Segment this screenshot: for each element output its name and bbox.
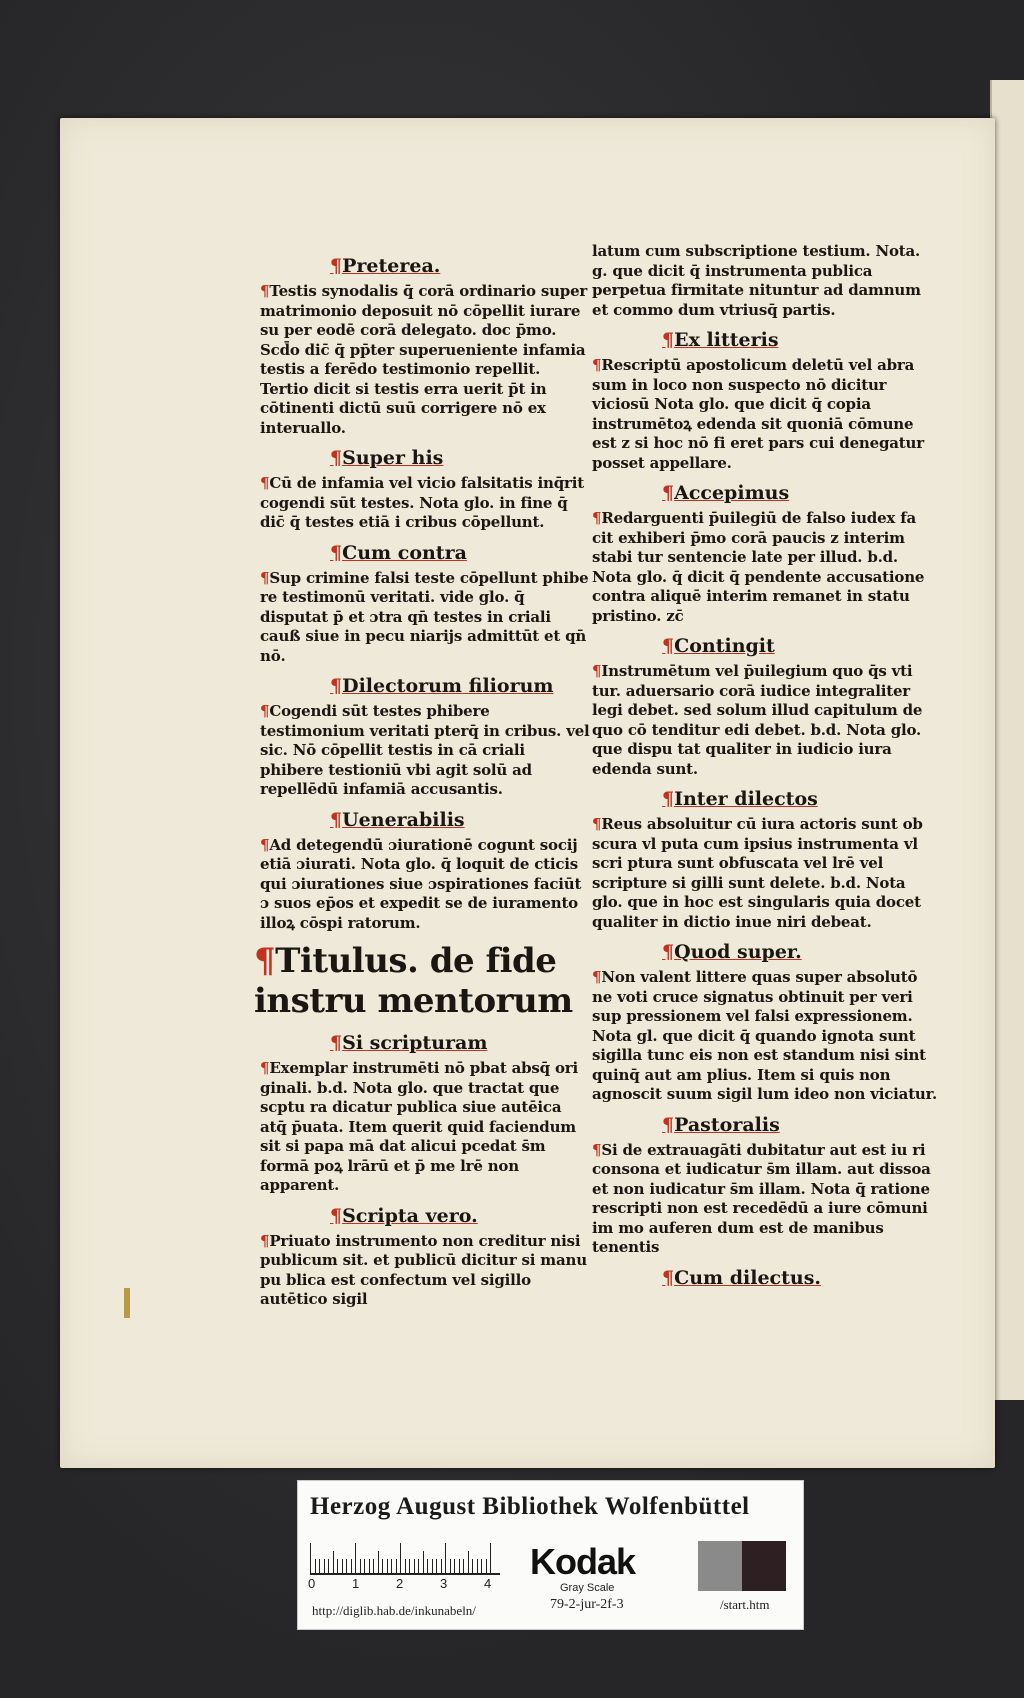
section-heading	[592, 1113, 937, 1137]
text-content: Exemplar instrumēti nō pbat absq̄ ori ginali. b.d. Nota glo. que tractat que scptu ra dicatur publica siue autēica atq̄ p̄uata. Item querit quid faciendum sit si papa mā dat alicui pcedat s̄m formā poꝝ lrārū et p̄ me lrē non apparent.	[260, 1059, 578, 1194]
ruler-tick	[441, 1559, 442, 1573]
text-content: Pastoralis	[674, 1113, 780, 1136]
ruler-tick	[319, 1559, 320, 1573]
text-paragraph	[260, 836, 590, 934]
text-content: latum cum subscriptione testium. Nota. g. que dicit q̄ instrumenta publica perpetua firmitate nituntur ad damnum et commo dum vtriusq̄ partis.	[592, 242, 921, 319]
ruler-tick	[387, 1559, 388, 1573]
ruler-tick	[342, 1559, 343, 1573]
right-text-column	[592, 242, 937, 1294]
gray-swatch	[698, 1541, 742, 1591]
paragraph-mark-icon: ¶	[330, 675, 343, 697]
text-paragraph	[592, 509, 937, 626]
ruler-number: 2	[396, 1576, 404, 1591]
section-heading	[260, 1031, 590, 1055]
dark-swatch	[742, 1541, 786, 1591]
ruler-tick	[405, 1559, 406, 1573]
ruler-number: 4	[484, 1576, 492, 1591]
text-content: Si de extrauagāti dubitatur aut est iu ri consona et iudicatur s̄m illam. aut dissoa et non iudicatur s̄m illam. Nota q̄ ratione rescripti non est recedēdū a iure cōmuni im mo auferen dum est de manibus tenentis	[592, 1140, 931, 1256]
ruler-tick	[450, 1559, 451, 1573]
section-heading	[260, 1204, 590, 1228]
ruler-tick	[333, 1551, 334, 1573]
ruler-tick	[418, 1559, 419, 1573]
text-content: Cum contra	[342, 541, 467, 564]
text-content: Priuato instrumento non creditur nisi publicum sit. et publicū dicitur si manu pu blica est confectum vel sigillo autētico sigil	[260, 1231, 587, 1308]
paragraph-mark-icon: ¶	[330, 541, 343, 564]
text-paragraph	[592, 1141, 937, 1258]
text-paragraph	[260, 1232, 590, 1310]
text-paragraph	[260, 1059, 590, 1196]
ruler-tick	[481, 1559, 482, 1573]
ruler-tick	[490, 1543, 491, 1573]
ruler-tick	[427, 1559, 428, 1573]
text-paragraph	[260, 282, 590, 438]
text-content: Instrumētum vel p̄uilegium quo q̄s vti tur. aduersario corā iudice integraliter legi debet. sed solum illud capitulum de quo cō tenditur edi debet. b.d. Nota glo. que dispu tat qualiter in iudicio iura edenda sunt.	[592, 662, 923, 778]
paragraph-mark-icon: ¶	[592, 662, 602, 680]
library-name: Herzog August Bibliothek Wolfenbüttel	[310, 1493, 750, 1520]
paragraph-mark-icon: ¶	[592, 815, 602, 833]
paragraph-mark-icon: ¶	[592, 968, 602, 986]
paragraph-mark-icon: ¶	[330, 255, 343, 277]
section-heading	[592, 328, 937, 352]
ruler-tick	[472, 1559, 473, 1573]
section-heading	[260, 446, 590, 470]
section-heading	[592, 940, 937, 964]
ruler-tick	[364, 1559, 365, 1573]
text-paragraph	[260, 702, 590, 800]
ruler-tick	[315, 1559, 316, 1573]
paragraph-mark-icon: ¶	[254, 941, 276, 981]
left-text-column	[254, 250, 590, 1318]
ruler-tick	[337, 1559, 338, 1573]
text-paragraph	[592, 968, 937, 1105]
ruler-tick	[454, 1559, 455, 1573]
text-paragraph	[592, 815, 937, 932]
ruler-tick	[400, 1543, 401, 1573]
text-content: Testis synodalis q̄ corā ordinario super matrimonio deposuit nō cōpellit iurare su per eodē corā delegato. doc p̄mo. Scd̄o dic̄ q̄ pp̄ter superueniente infamia testis a ferēdo testimonio repellit. Tertio dicit si testis erra uerit p̄t in cōtinenti dictū suū corrigere nō ex interuallo.	[260, 282, 588, 437]
paragraph-mark-icon: ¶	[662, 482, 675, 504]
section-heading	[260, 674, 590, 698]
text-content: Cogendi sūt testes phibere testimonium veritati pterq̄ in cribus. vel sic. Nō cōpellit testis in cā criali phibere testioniū vbi agit solū ad repellēdū infamiā accusantis.	[260, 702, 590, 798]
ruler-tick	[369, 1559, 370, 1573]
ruler-tick	[378, 1551, 379, 1573]
ruler-tick	[360, 1559, 361, 1573]
paragraph-mark-icon: ¶	[662, 1266, 675, 1289]
text-paragraph	[592, 662, 937, 779]
paragraph-mark-icon: ¶	[260, 1231, 270, 1250]
color-calibration-card	[297, 1480, 804, 1630]
text-content: Titulus. de fide instru mentorum	[254, 941, 573, 1021]
text-content: Dilectorum filiorum	[342, 675, 554, 697]
section-heading	[592, 1266, 937, 1290]
ruler-tick	[409, 1559, 410, 1573]
ruler-tick	[423, 1551, 424, 1573]
text-content: Ad detegendū ɔiurationē cogunt socij etiā ɔiurati. Nota glo. q̄ loquit de cticis qui ɔiurationes siue ɔspirationes faciūt ɔ suos ep̄os et expedit se de iuramento illoꝝ cōspi ratorum.	[260, 835, 582, 932]
text-content: Uenerabilis	[342, 808, 465, 831]
kodak-logo: Kodak	[530, 1541, 636, 1582]
text-paragraph	[260, 474, 590, 533]
paragraph-mark-icon: ¶	[260, 1059, 270, 1077]
text-content: Accepimus	[674, 482, 790, 504]
paragraph-mark-icon: ¶	[662, 329, 675, 351]
text-content: Non valent littere quas super absolutō ne voti cruce signatus obtinuit per veri sup pressionem vel falsi expressionem. Nota gl. que dicit q̄ quando ignota sunt sigilla tunc eis non est standum nisi sint quinq̄ aut am plius. Item si quis non agnoscit suum sigil lum ideo non viciatur.	[592, 968, 937, 1103]
paragraph-mark-icon: ¶	[330, 1204, 343, 1227]
ruler-tick	[445, 1543, 446, 1573]
text-content: Contingit	[674, 635, 775, 657]
paragraph-mark-icon: ¶	[662, 941, 675, 963]
text-content: Super his	[342, 447, 444, 469]
paragraph-mark-icon: ¶	[260, 568, 270, 587]
section-heading	[592, 481, 937, 505]
paragraph-mark-icon: ¶	[662, 788, 675, 810]
paragraph-mark-icon: ¶	[592, 509, 602, 527]
ruler-tick	[355, 1543, 356, 1573]
text-content: Inter dilectos	[674, 788, 818, 810]
title-heading	[254, 941, 590, 1021]
start-url: /start.htm	[720, 1597, 770, 1612]
ruler-tick	[468, 1551, 469, 1573]
ruler-tick	[351, 1559, 352, 1573]
ruler-tick	[310, 1543, 311, 1573]
paragraph-mark-icon: ¶	[662, 635, 675, 657]
source-url: http://diglib.hab.de/inkunabeln/	[312, 1603, 476, 1618]
gray-scale-label: Gray Scale	[560, 1582, 615, 1594]
paragraph-mark-icon: ¶	[330, 808, 343, 831]
ruler-tick	[477, 1559, 478, 1573]
ruler-tick	[396, 1559, 397, 1573]
text-content: Quod super.	[674, 941, 802, 963]
ruler-number: 3	[440, 1576, 448, 1591]
text-content: Cū de infamia vel vicio falsitatis inq̄rit cogendi sūt testes. Nota glo. in fine q̄ dic̄ q̄ testes etiā i cribus cōpellunt.	[260, 474, 584, 531]
section-heading	[592, 787, 937, 811]
text-content: Reus absoluitur cū iura actoris sunt ob scura vl puta cum ipsius instrumenta vl scri ptura sunt obfuscata vel lrē vel scripture si gilli sunt delete. b.d. Nota glo. que in hoc est singularis quia docet qualiter in dictio inue niri debeat.	[592, 815, 923, 931]
paragraph-mark-icon: ¶	[592, 356, 602, 374]
paragraph-mark-icon: ¶	[260, 835, 270, 854]
ruler-tick	[324, 1559, 325, 1573]
paragraph-mark-icon: ¶	[330, 447, 343, 469]
text-content: Cum dilectus.	[674, 1266, 822, 1289]
text-paragraph	[592, 242, 937, 320]
ruler-number: 1	[352, 1576, 360, 1591]
text-paragraph	[592, 356, 937, 473]
ruler-number: 0	[308, 1576, 316, 1591]
text-content: Rescriptū apostolicum deletū vel abra sum in loco non suspecto nō dicitur viciosū Nota glo. que dicit q̄ copia instrumētoꝝ edenda sit quoniā cōmune est z si hoc nō fi eret pars cui denegatur posset appellare.	[592, 356, 924, 472]
facing-page-edge	[990, 80, 1024, 1400]
ruler-tick	[432, 1559, 433, 1573]
shelfmark: 79-2-jur-2f-3	[550, 1597, 624, 1612]
paragraph-mark-icon: ¶	[592, 1140, 602, 1159]
ruler-tick	[414, 1559, 415, 1573]
paragraph-mark-icon: ¶	[662, 1113, 675, 1136]
section-heading	[260, 808, 590, 832]
text-paragraph	[260, 569, 590, 667]
section-heading	[260, 254, 590, 278]
paragraph-mark-icon: ¶	[260, 702, 270, 720]
ruler-tick	[391, 1559, 392, 1573]
text-content: Si scripturam	[342, 1032, 488, 1054]
paragraph-mark-icon: ¶	[260, 474, 270, 492]
paragraph-mark-icon: ¶	[330, 1032, 343, 1054]
paragraph-mark-icon: ¶	[260, 282, 270, 300]
text-content: Preterea.	[342, 255, 441, 277]
page-edge-mark	[124, 1288, 130, 1318]
section-heading	[592, 634, 937, 658]
text-content: Sup crimine falsi teste cōpellunt phibe re testimonū veritati. vide glo. q̄ disputat p̄ et ɔtra qn̄ testes in criali cauß siue in pecu niarijs admittūt et qn̄ nō.	[260, 568, 589, 665]
ruler	[310, 1537, 500, 1575]
ruler-tick	[463, 1559, 464, 1573]
section-heading	[260, 541, 590, 565]
ruler-tick	[382, 1559, 383, 1573]
text-content: Ex litteris	[674, 329, 779, 351]
ruler-tick	[328, 1559, 329, 1573]
ruler-tick	[459, 1559, 460, 1573]
text-content: Redarguenti p̄uilegiū de falso iudex fa cit exhiberi p̄mo corā paucis z interim stabi tur sentencie late per illud. b.d. Nota glo. q̄ dicit q̄ pendente accusatione contra aliquē interim remanet in statu pristino. zc̄	[592, 509, 925, 625]
ruler-tick	[486, 1559, 487, 1573]
ruler-tick	[373, 1559, 374, 1573]
ruler-tick	[436, 1559, 437, 1573]
ruler-tick	[346, 1559, 347, 1573]
text-content: Scripta vero.	[342, 1204, 478, 1227]
